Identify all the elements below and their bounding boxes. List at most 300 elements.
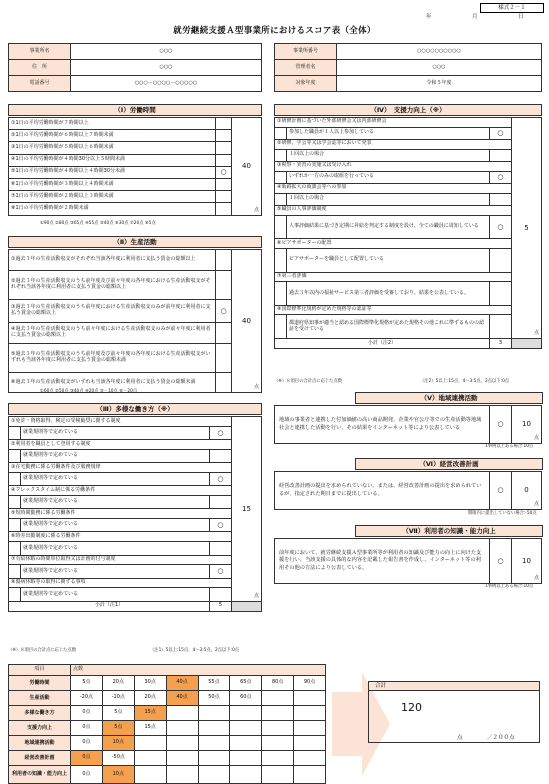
item-row: [9, 250, 262, 271]
indent-cell: [275, 315, 287, 339]
info-label: 住 所: [9, 60, 71, 76]
summary-score-cell: [294, 691, 326, 706]
check-mark[interactable]: [209, 588, 231, 601]
knowledge-table: [274, 538, 542, 584]
item-row: [9, 417, 262, 427]
section-score: [512, 118, 542, 339]
item-heading: ④フレックスタイム制に係る労働条件: [9, 486, 232, 496]
total-value: 120: [401, 701, 422, 714]
section-score: [232, 118, 262, 216]
labor-hours-footer: ①90点 ②80点 ③65点 ④55点 ⑤40点 ⑥30点 ⑦20点 ⑧5点: [40, 221, 156, 226]
item-row: [9, 426, 262, 439]
support-footer-left: （※）８項目の合計点に応じた点数: [274, 379, 343, 384]
score-unit: 点: [253, 593, 259, 599]
info-row: [275, 44, 542, 60]
item-heading: ⑦有給休暇の時間単位取得又は計画的付与制度: [9, 555, 232, 565]
score-unit: 点: [533, 435, 539, 442]
item-text: ③過去３年の生産活動収支のうち前年度における生産活動収支のみが前年度に利用者に支払う賃金の総額以上: [9, 300, 216, 323]
check-mark[interactable]: ○: [490, 472, 512, 510]
item-row: [9, 300, 262, 323]
item-heading: ⑧傷病休暇等の取得に関する事項: [9, 578, 232, 588]
summary-score-cell: [134, 751, 166, 766]
item-heading: ⑦第三者評価: [275, 272, 512, 282]
summary-label: 地域連携活動: [9, 736, 71, 751]
item-row: [275, 193, 542, 206]
summary-score-cell: 10点: [102, 736, 134, 751]
item-text: いずれか一方のみの取組を行っている: [287, 171, 490, 184]
item-text: 就業規則等で定めている: [21, 588, 210, 601]
indent-cell: [275, 282, 287, 306]
item-row: [9, 178, 262, 190]
summary-score-cell: [262, 691, 294, 706]
summary-score-cell: 0点: [71, 706, 103, 721]
score-unit: 点: [533, 575, 539, 582]
total-label: 合計: [369, 682, 539, 691]
item-row: [9, 344, 262, 373]
summary-table: [8, 664, 326, 784]
item-heading: ②利用者を職員として登用する制度: [9, 440, 232, 450]
section-4-title: （Ⅳ） 支援力向上（※）: [274, 104, 542, 116]
text-row: [275, 406, 542, 444]
support-footer-right: （注2）5以上:15点、4～3:5点、2点以下:0点: [420, 379, 510, 384]
summary-score-cell: [262, 766, 294, 784]
summary-score-cell: 65点: [230, 676, 262, 691]
summary-score-cell: [198, 721, 230, 736]
info-row: [275, 60, 542, 76]
score-value: 15: [242, 504, 251, 513]
community-footer: 1事例以上ある場合:10点: [485, 444, 534, 449]
item-text: ⑤1日の平均労働時間が４時間以上４時間30分未満: [9, 166, 216, 178]
item-row: [275, 118, 542, 128]
summary-label: 利用者の知識・能力向上: [9, 766, 71, 784]
indent-cell: [9, 496, 21, 509]
item-row: [9, 191, 262, 203]
info-label: 電話番号: [9, 76, 71, 92]
item-text: 就業規則等で定めている: [21, 472, 210, 485]
item-heading: ①研修計画に基づいた外部研修会又は内部研修会: [275, 118, 512, 128]
item-row: [9, 118, 262, 130]
summary-score-cell: [166, 736, 198, 751]
management-footer: 期限内に提出していない場合:-50点: [468, 511, 537, 516]
summary-score-cell: [230, 721, 262, 736]
summary-score-cell: [262, 751, 294, 766]
item-row: [275, 215, 542, 239]
item-row: [9, 509, 262, 519]
indent-cell: [9, 565, 21, 578]
summary-row: [9, 751, 326, 766]
item-text: ②1日の平均労働時間が６時間以上７時間未満: [9, 130, 216, 142]
form-number: 様式２－１: [480, 3, 544, 13]
summary-score-cell: [294, 721, 326, 736]
item-row: [275, 149, 542, 162]
item-text: ⑥過去３年の生産活動収支がいずれも当該各年度に利用者に支払う賃金の総額未満: [9, 373, 216, 393]
item-heading: ⑤職員の人事評価制度: [275, 206, 512, 216]
item-text: ⑧1日の平均労働時間が２時間未満: [9, 203, 216, 215]
summary-score-cell: 90点: [294, 676, 326, 691]
summary-score-cell: 50点: [198, 691, 230, 706]
check-mark[interactable]: [216, 271, 232, 300]
summary-score-cell: 5点: [102, 706, 134, 721]
item-text: 就業規則等で定めている: [21, 565, 210, 578]
subtotal-row: [275, 339, 542, 349]
summary-score-cell: 15点: [134, 721, 166, 736]
item-row: [9, 578, 262, 588]
check-mark[interactable]: ○: [489, 215, 511, 239]
info-row: [275, 76, 542, 92]
summary-score-cell: 60点: [230, 691, 262, 706]
subtotal-blank: [512, 339, 542, 349]
summary-score-cell: [166, 706, 198, 721]
summary-header-score: 点数: [71, 665, 326, 676]
item-row: [275, 140, 542, 150]
summary-score-cell: [198, 706, 230, 721]
total-box: [368, 681, 540, 743]
work-style-footer-left: （※）８項目の合計点に応じた点数: [8, 648, 77, 653]
item-row: [275, 305, 542, 315]
summary-score-cell: [166, 721, 198, 736]
section-score: [232, 417, 262, 602]
check-mark[interactable]: [216, 373, 232, 393]
subtotal-row: [9, 601, 262, 611]
item-row: [9, 323, 262, 344]
summary-row: [9, 736, 326, 751]
summary-label: 経営改善計画: [9, 751, 71, 766]
section-text: 経営改善計画の提出を求められていない。または、経営改善計画の提出を求められているが、指定された期日までに提出している。: [275, 472, 490, 510]
check-mark[interactable]: ○: [490, 539, 512, 584]
summary-score-cell: 0点: [71, 751, 103, 766]
check-mark[interactable]: [209, 542, 231, 555]
item-text: 就業規則等で定めている: [21, 449, 210, 462]
check-mark[interactable]: ○: [489, 127, 511, 140]
item-text: 人事評価結果に基づき定期に昇給を判定する制度を設け、全ての職員に周知している: [287, 215, 490, 239]
summary-score-cell: 0点: [71, 721, 103, 736]
info-value[interactable]: ○○○: [71, 44, 262, 60]
item-text: 就業規則等で定めている: [21, 496, 210, 509]
item-row: [275, 248, 542, 272]
summary-score-cell: [198, 736, 230, 751]
text-row: [275, 539, 542, 584]
check-mark[interactable]: ○: [209, 426, 231, 439]
check-mark[interactable]: [216, 154, 232, 166]
item-text: ピアサポーターを職員として配置している: [287, 248, 490, 272]
item-row: [9, 588, 262, 601]
item-text: １回以上の場合: [287, 149, 490, 162]
subtotal-label: 小計（注1）: [9, 601, 210, 611]
indent-cell: [9, 542, 21, 555]
labor-hours-table: [8, 117, 262, 216]
item-text: 就業規則等で定めている: [21, 519, 210, 532]
check-mark[interactable]: [216, 250, 232, 271]
info-label: 対象年度: [275, 76, 337, 92]
item-text: 都道府県知事が適当と認める国際標準化規格が定めた規格その他これに準ずるものの認証を受けている: [287, 315, 490, 339]
management-table: [274, 471, 542, 510]
section-score: [512, 406, 542, 444]
summary-row: [9, 766, 326, 784]
operator-info-table: [274, 43, 542, 92]
score-unit: 点: [533, 330, 539, 337]
item-heading: ③在宅勤務に係る労働条件及び服務規律: [9, 463, 232, 473]
score-value: 10: [522, 420, 531, 429]
section-6-title: （Ⅵ）経営改善計画: [355, 458, 543, 470]
score-value: 5: [524, 223, 529, 232]
subtotal-value: 5: [209, 601, 231, 611]
summary-score-cell: -50点: [102, 751, 134, 766]
summary-header-item: 項目: [9, 665, 71, 676]
page-title: 就労継続支援Ａ型事業所におけるスコア表（全体）: [173, 26, 376, 36]
indent-cell: [275, 248, 287, 272]
item-row: [275, 282, 542, 306]
text-row: [275, 472, 542, 510]
summary-score-cell: [294, 766, 326, 784]
section-score: [232, 250, 262, 393]
summary-score-cell: 15点: [134, 706, 166, 721]
item-text: １回以上の場合: [287, 193, 490, 206]
knowledge-footer: 1事例以上ある場合:10点: [485, 584, 534, 589]
production-footer: ①60点 ②50点 ③40点 ④20点 ⑤－10点 ⑥－20点: [40, 389, 138, 394]
item-row: [275, 206, 542, 216]
summary-score-cell: 0点: [71, 766, 103, 784]
item-text: 就業規則等で定めている: [21, 542, 210, 555]
item-row: [9, 271, 262, 300]
summary-score-cell: 20点: [134, 691, 166, 706]
item-row: [9, 519, 262, 532]
check-mark[interactable]: ○: [489, 171, 511, 184]
score-value: 40: [242, 162, 251, 171]
summary-header-row: [9, 665, 326, 676]
summary-score-cell: -10点: [102, 691, 134, 706]
summary-score-cell: 0点: [71, 736, 103, 751]
summary-score-cell: [294, 736, 326, 751]
item-row: [9, 555, 262, 565]
item-row: [9, 496, 262, 509]
section-score: [512, 472, 542, 510]
summary-score-cell: [262, 706, 294, 721]
item-text: ③1日の平均労働時間が５時間以上６時間未満: [9, 142, 216, 154]
section-1-title: （Ⅰ）労働時間: [8, 104, 262, 116]
check-mark[interactable]: [216, 191, 232, 203]
item-row: [9, 486, 262, 496]
section-3-title: （Ⅲ）多様な働き方（※）: [8, 403, 262, 415]
item-row: [9, 565, 262, 578]
item-text: ④過去３年の生産活動収支のうち前々年度における生産活動収支のみが前々年度に利用者に支払う賃金の総額以上: [9, 323, 216, 344]
item-row: [275, 127, 542, 140]
item-heading: ④販路拡大の商談会等への参加: [275, 184, 512, 194]
item-row: [275, 162, 542, 172]
item-text: 参加した職員が１人以上参加している: [287, 127, 490, 140]
info-row: [9, 60, 262, 76]
subtotal-label: 小計（注2）: [275, 339, 490, 349]
item-text: ⑥1日の平均労働時間が３時間以上４時間未満: [9, 178, 216, 190]
work-style-table: [8, 416, 262, 612]
item-row: [275, 272, 542, 282]
section-2-title: （Ⅱ）生産活動: [8, 236, 262, 248]
community-table: [274, 405, 542, 444]
total-max: ／２００点: [487, 735, 515, 741]
section-score: [512, 539, 542, 584]
item-row: [9, 154, 262, 166]
item-row: [9, 142, 262, 154]
summary-label: 生産活動: [9, 691, 71, 706]
info-value[interactable]: ○○○: [71, 60, 262, 76]
check-mark[interactable]: [216, 203, 232, 215]
summary-score-cell: 10点: [102, 766, 134, 784]
check-mark[interactable]: ○: [216, 166, 232, 178]
summary-score-cell: [134, 736, 166, 751]
score-unit: 点: [533, 501, 539, 508]
item-heading: ①免許・資格取得、検定の受検勧奨に関する制度: [9, 417, 232, 427]
summary-score-cell: 5点: [102, 721, 134, 736]
item-heading: ③視察・実習の実施又は受け入れ: [275, 162, 512, 172]
summary-score-cell: 20点: [102, 676, 134, 691]
section-7-title: （Ⅶ）利用者の知識・能力向上: [355, 525, 543, 537]
item-row: [9, 463, 262, 473]
indent-cell: [9, 449, 21, 462]
summary-score-cell: 5点: [71, 676, 103, 691]
summary-score-cell: [230, 766, 262, 784]
item-text: ⑦1日の平均労働時間が２時間以上３時間未満: [9, 191, 216, 203]
item-heading: ⑤短時間勤務に係る労働条件: [9, 509, 232, 519]
summary-label: 多様な働き方: [9, 706, 71, 721]
summary-row: [9, 691, 326, 706]
check-mark[interactable]: ○: [490, 406, 512, 444]
summary-score-cell: 30点: [134, 676, 166, 691]
check-mark[interactable]: [489, 315, 511, 339]
item-text: ①1日の平均労働時間が７時間以上: [9, 118, 216, 130]
info-row: [9, 76, 262, 92]
item-text: ①過去３年の生産活動収支がそれぞれ当該各年度に利用者に支払う賃金の総額以上: [9, 250, 216, 271]
item-text: ⑤過去３年の生産活動収支のうち前年度及び前々年度の各年度における生産活動収支がいずれも当該各年度に利用者に支払う賃金の総額未満: [9, 344, 216, 373]
indent-cell: [9, 588, 21, 601]
score-value: 40: [242, 316, 251, 325]
item-row: [9, 542, 262, 555]
check-mark[interactable]: [489, 248, 511, 272]
summary-row: [9, 706, 326, 721]
summary-score-cell: [134, 766, 166, 784]
check-mark[interactable]: [216, 118, 232, 130]
info-label: 管理者名: [275, 60, 337, 76]
summary-score-cell: 80点: [262, 676, 294, 691]
info-label: 事業所名: [9, 44, 71, 60]
indent-cell: [9, 519, 21, 532]
summary-score-cell: 40点: [166, 676, 198, 691]
summary-label: 支援力向上: [9, 721, 71, 736]
summary-score-cell: [230, 751, 262, 766]
score-unit: 点: [253, 206, 259, 213]
item-heading: ⑥ピアサポーターの配置: [275, 239, 512, 249]
item-row: [9, 532, 262, 542]
item-row: [9, 472, 262, 485]
check-mark[interactable]: [216, 178, 232, 190]
score-unit: 点: [253, 384, 259, 391]
facility-info-table: [8, 43, 262, 92]
check-mark[interactable]: [489, 193, 511, 206]
summary-score-cell: [294, 751, 326, 766]
check-mark[interactable]: ○: [209, 472, 231, 485]
check-mark[interactable]: [489, 149, 511, 162]
item-heading: ⑧国際標準化規格が定めた規格等の認証等: [275, 305, 512, 315]
item-row: [9, 130, 262, 142]
date-year: 年: [426, 14, 432, 20]
check-mark[interactable]: [216, 323, 232, 344]
section-text: 地域の事業者と連携した付加価値の高い商品開発、企業や官公庁等での生産活動等地域社会と連携した活動を行い、その結果をインターネット等により公表している: [275, 406, 490, 444]
subtotal-blank: [232, 601, 262, 611]
summary-score-cell: -20点: [71, 691, 103, 706]
info-value[interactable]: ○○○○○○○○○○: [337, 44, 542, 60]
summary-score-cell: [262, 736, 294, 751]
check-mark[interactable]: [209, 449, 231, 462]
summary-score-cell: [294, 706, 326, 721]
item-row: [275, 239, 542, 249]
check-mark[interactable]: [216, 130, 232, 142]
item-heading: ⑥時差出勤制度に係る労働条件: [9, 532, 232, 542]
item-row: [275, 315, 542, 339]
item-row: [275, 184, 542, 194]
check-mark[interactable]: ○: [216, 300, 232, 323]
summary-score-cell: [262, 721, 294, 736]
summary-score-cell: [230, 706, 262, 721]
indent-cell: [275, 193, 287, 206]
summary-label: 労働時間: [9, 676, 71, 691]
info-value[interactable]: ○○○－○○○○－○○○○○: [71, 76, 262, 92]
item-text: 過去３年以内の福祉サービス第三者評価を受審しており、結果を公表している。: [287, 282, 490, 306]
check-mark[interactable]: ○: [209, 519, 231, 532]
score-value: 0: [524, 486, 529, 495]
check-mark[interactable]: [216, 142, 232, 154]
production-table: [8, 249, 262, 393]
summary-score-cell: [198, 766, 230, 784]
item-heading: ②研修、学会等又は学会誌等において発表: [275, 140, 512, 150]
indent-cell: [9, 426, 21, 439]
check-mark[interactable]: ○: [209, 565, 231, 578]
info-value[interactable]: ○○○: [337, 60, 542, 76]
item-row: [9, 449, 262, 462]
indent-cell: [275, 171, 287, 184]
indent-cell: [275, 149, 287, 162]
subtotal-value: 3: [489, 339, 511, 349]
summary-score-cell: 55点: [198, 676, 230, 691]
indent-cell: [275, 127, 287, 140]
item-text: 就業規則等で定めている: [21, 426, 210, 439]
summary-score-cell: [198, 751, 230, 766]
info-value[interactable]: 令和５年度: [337, 76, 542, 92]
check-mark[interactable]: [209, 496, 231, 509]
info-label: 事業所番号: [275, 44, 337, 60]
summary-row: [9, 721, 326, 736]
date-month: 月: [472, 14, 478, 20]
info-row: [9, 44, 262, 60]
indent-cell: [275, 215, 287, 239]
date-day: 日: [518, 14, 524, 20]
summary-score-cell: [230, 736, 262, 751]
item-row: [9, 166, 262, 178]
item-row: [9, 203, 262, 215]
summary-score-cell: 40点: [166, 691, 198, 706]
item-text: ④1日の平均労働時間が４時間30分以上５時間未満: [9, 154, 216, 166]
score-value: 10: [522, 556, 531, 565]
section-text: 前年度において、就労継続支援Ａ型事業所等が利用者の知識及び能力の向上に向けた支援を行い、当該支援の具体的な内容を記載した報告書を作成し、インターネット等の利用その他の方法により公表している。: [275, 539, 490, 584]
section-5-title: （Ⅴ）地域連携活動: [355, 392, 543, 404]
check-mark[interactable]: [489, 282, 511, 306]
check-mark[interactable]: [216, 344, 232, 373]
support-table: [274, 117, 542, 349]
item-row: [275, 171, 542, 184]
item-text: ②過去３年の生産活動収支のうち前年度及び前々年度の各年度における生産活動収支がそれぞれ当該各年度に利用者に支払う賃金の総額以上: [9, 271, 216, 300]
summary-row: [9, 676, 326, 691]
summary-score-cell: [166, 751, 198, 766]
total-unit: 点: [457, 735, 463, 741]
summary-score-cell: [166, 766, 198, 784]
item-row: [9, 440, 262, 450]
